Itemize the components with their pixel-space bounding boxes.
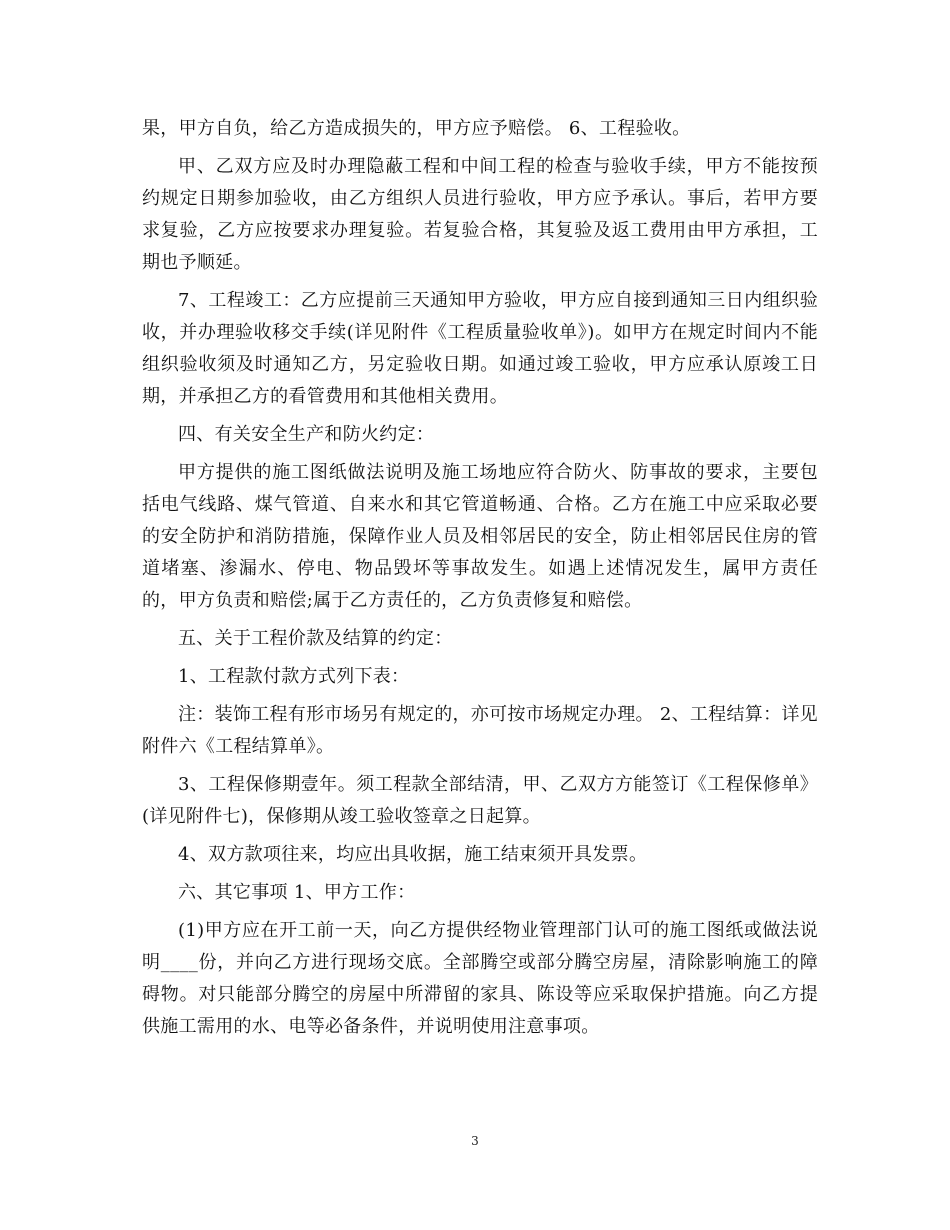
paragraph: 果，甲方自负，给乙方造成损失的，甲方应予赔偿。 6、工程验收。 <box>142 118 691 139</box>
paragraph: 甲方提供的施工图纸做法说明及施工场地应符合防火、防事故的要求，主要包括电气线路、煤气管道、自来水和其它管道畅通、合格。乙方在施工中应采取必要的安全防护和消防措施，保障作业人员及相邻居民的安全，防止相邻居民住房的管道堵塞、渗漏水、停电、物品毁坏等事故发生。如遇上述情况发生，属甲方责任的，甲方负责和赔偿;属于乙方责任的，乙方负责修复和赔偿。 <box>142 462 818 611</box>
paragraph: 1、工程款付款方式列下表： <box>178 666 410 687</box>
section-heading: 四、有关安全生产和防火约定： <box>178 424 435 445</box>
paragraph: 7、工程竣工：乙方应提前三天通知甲方验收，甲方应自接到通知三日内组织验收，并办理验收移交手续(详见附件《工程质量验收单》)。如甲方在规定时间内不能组织验收须及时通知乙方，另定验收日期。如通过竣工验收，甲方应承认原竣工日期，并承担乙方的看管费用和其他相关费用。 <box>142 290 818 407</box>
section-heading: 五、关于工程价款及结算的约定： <box>178 628 453 649</box>
paragraph: 注：装饰工程有形市场另有规定的，亦可按市场规定办理。 2、工程结算：详见附件六《工程结算单》。 <box>142 704 818 757</box>
section-heading: 六、其它事项 1、甲方工作： <box>178 882 416 903</box>
paragraph: 甲、乙双方应及时办理隐蔽工程和中间工程的检查与验收手续，甲方不能按预约规定日期参加验收，由乙方组织人员进行验收，甲方应予承认。事后，若甲方要求复验，乙方应按要求办理复验。若复验合格，其复验及返工费用由甲方承担，工期也予顺延。 <box>142 156 818 273</box>
document-body <box>142 113 818 1049</box>
page-number: 3 <box>471 1134 479 1148</box>
paragraph: (1)甲方应在开工前一天，向乙方提供经物业管理部门认可的施工图纸或做法说明____份，并向乙方进行现场交底。全部腾空或部分腾空房屋，清除影响施工的障碍物。对只能部分腾空的房屋中所滞留的家具、陈设等应采取保护措施。向乙方提供施工需用的水、电等必备条件，并说明使用注意事项。 <box>142 920 818 1037</box>
paragraph: 4、双方款项往来，均应出具收据，施工结束须开具发票。 <box>178 844 648 865</box>
paragraph: 3、工程保修期壹年。须工程款全部结清，甲、乙双方方能签订《工程保修单》(详见附件七)，保修期从竣工验收签章之日起算。 <box>142 774 818 827</box>
